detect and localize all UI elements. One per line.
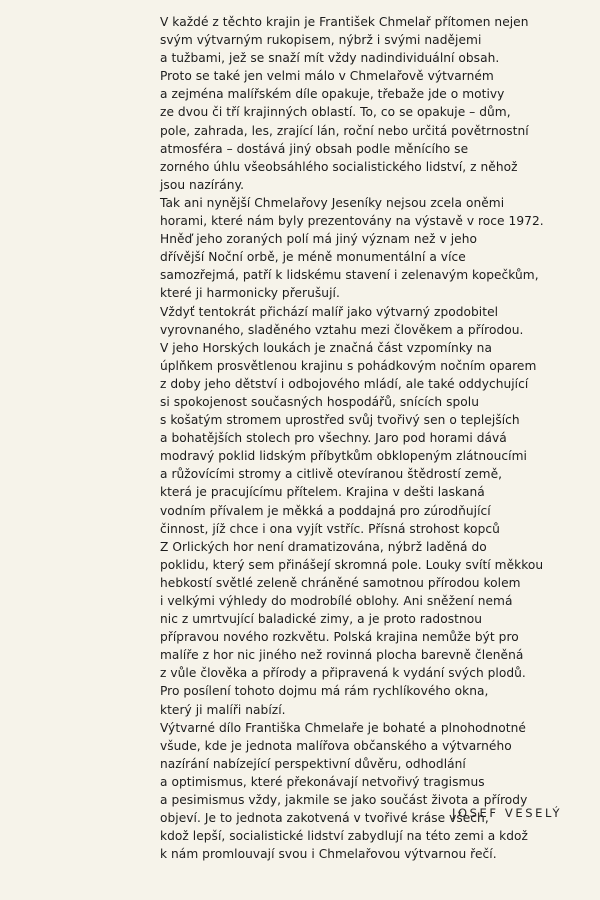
text-line: a zejména malířském díle opakuje, třebaže jde o motivy xyxy=(160,87,505,102)
text-line: V jeho Horských loukách je značná část vzpomínky na xyxy=(160,340,492,355)
text-line: a růžovícími stromy a citlivě otevíranou štědrostí země, xyxy=(160,467,503,482)
text-line: kdož lepší, socialistické lidství zabydlují na této zemi a kdož xyxy=(160,829,529,844)
text-line: horami, které nám byly prezentovány na výstavě v roce 1972. xyxy=(160,214,544,229)
text-line: která je pracujícímu přítelem. Krajina v dešti laskaná xyxy=(160,485,485,500)
text-line: samozřejmá, patří k lidskému stavení i zelenavým kopečkům, xyxy=(160,268,539,283)
text-line: zorného úhlu všeobsáhlého socialistického lidství, z něhož xyxy=(160,159,518,174)
text-line: dřívější Noční orbě, je méně monumentální a více xyxy=(160,250,466,265)
text-line: hebkostí světlé zeleně chráněné samotnou přírodou kolem xyxy=(160,575,521,590)
text-line: Tak ani nynější Chmelařovy Jeseníky nejsou zcela oněmi xyxy=(160,195,505,210)
article-body xyxy=(160,13,590,863)
text-line: s košatým stromem uprostřed svůj tvořivý sen o teplejších xyxy=(160,413,520,428)
text-line: vodním přívalem je měkká a poddajná pro zúrodňující xyxy=(160,503,491,518)
text-line: objeví. Je to jednota zakotvená v tvořivé kráse všech, xyxy=(160,811,489,826)
text-line: k nám promlouvají svou i Chmelařovou výtvarnou řečí. xyxy=(160,847,497,862)
text-line: Hněď jeho zoraných polí má jiný význam než v jeho xyxy=(160,232,477,247)
text-line: a bohatějších stolech pro všechny. Jaro pod horami dává xyxy=(160,431,507,446)
text-line: všude, kde je jednota malířova občanského a výtvarného xyxy=(160,738,512,753)
text-line: z doby jeho dětství i odbojového mládí, ale také oddychující xyxy=(160,376,529,391)
text-line: Vždyť tentokrát přichází malíř jako výtvarný zpodobitel xyxy=(160,304,499,319)
text-line: si spokojenost současných hospodářů, snících spolu xyxy=(160,394,479,409)
text-line: nic z umrtvující baladické zimy, a je proto radostnou xyxy=(160,612,483,627)
text-line: Výtvarné dílo Františka Chmelaře je bohaté a plnohodnotné xyxy=(160,720,526,735)
text-line: poklidu, který sem přinášejí skromná pole. Louky svítí měkkou xyxy=(160,557,544,572)
text-line: i velkými výhledy do modrobílé oblohy. Ani sněžení nemá xyxy=(160,594,513,608)
text-line: svým výtvarným rukopisem, nýbrž i svými nadějemi xyxy=(160,33,482,48)
text-line: modravý poklid lidským příbytkům obklopeným zlátnoucími xyxy=(160,449,527,464)
text-line: malíře z hor nic jiného než rovinná plocha barevně členěná xyxy=(160,648,524,663)
author-signature: JOSEF VESELÝ xyxy=(452,806,563,820)
text-line: ze dvou či tří krajinných oblastí. To, co se opakuje – dům, xyxy=(160,105,511,120)
text-line: vyrovnaného, sladěného vztahu mezi člověkem a přírodou. xyxy=(160,322,524,337)
text-line: pole, zahrada, les, zrající lán, roční nebo určitá povětrnostní xyxy=(160,123,529,138)
text-line: Z Orlických hor není dramatizována, nýbrž laděná do xyxy=(160,539,487,554)
text-line: jsou nazírány. xyxy=(160,177,245,192)
text-line: Pro posílení tohoto dojmu má rám rychlíkového okna, xyxy=(160,684,489,699)
text-line: Proto se také jen velmi málo v Chmelařově výtvarném xyxy=(160,69,494,84)
text-line: nazírání nabízející perspektivní důvěru, odhodlání xyxy=(160,756,466,771)
text-line: který ji malíři nabízí. xyxy=(160,702,286,717)
text-line: činnost, jíž chce i ona vyjít vstříc. Přísná strohost kopců xyxy=(160,521,500,536)
text-line: a optimismus, které překonávají netvořivý tragismus xyxy=(160,774,485,789)
text-line: z vůle člověka a přírody a připravená k vydání svých plodů. xyxy=(160,666,526,681)
text-line: a pesimismus vždy, jakmile se jako součást života a přírody xyxy=(160,793,528,808)
text-line: úplňkem prosvětlenou krajinu s pohádkovým nočním oparem xyxy=(160,358,537,373)
text-line: přípravou nového rozkvětu. Polská krajina nemůže být pro xyxy=(160,630,519,645)
text-line: V každé z těchto krajin je František Chmelař přítomen nejen xyxy=(160,15,529,29)
text-line: atmosféra – dostává jiný obsah podle měnícího se xyxy=(160,141,469,156)
text-line: které ji harmonicky přerušují. xyxy=(160,286,340,301)
text-line: a tužbami, jež se snaží mít vždy nadindividuální obsah. xyxy=(160,51,500,66)
